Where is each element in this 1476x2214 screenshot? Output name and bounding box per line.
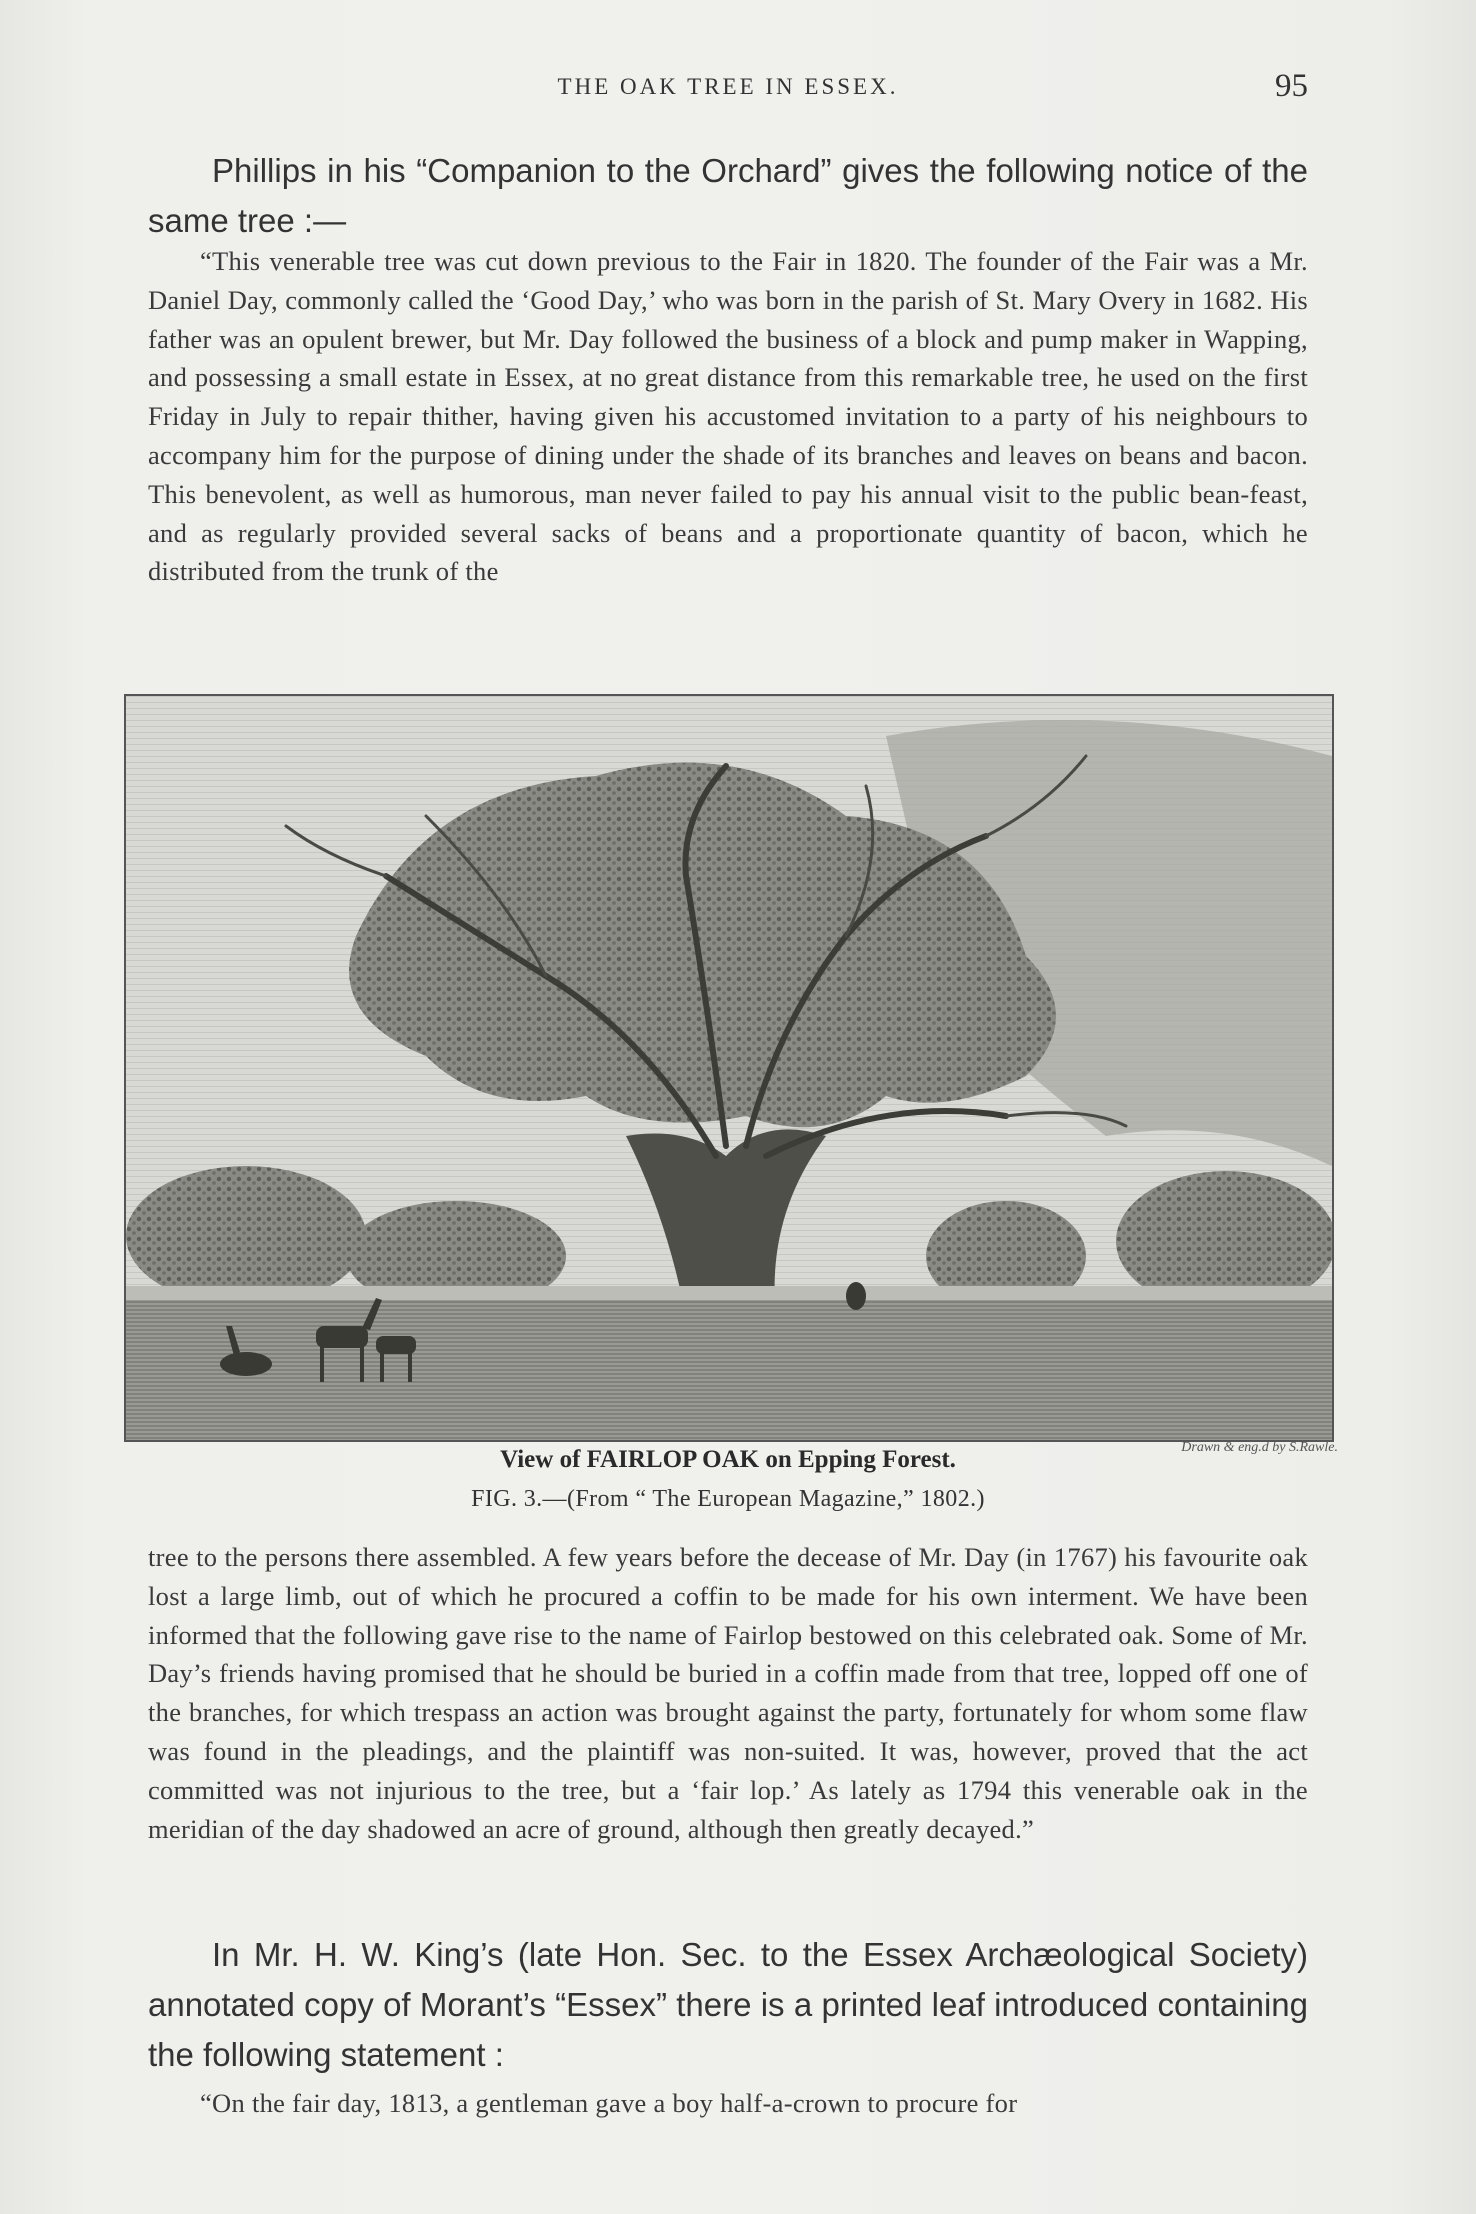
fairlop-oak-engraving — [124, 694, 1334, 1442]
engraving-credit: Drawn & eng.d by S.Rawle. — [1181, 1440, 1338, 1455]
figure-caption: FIG. 3.—(From “ The European Magazine,” 1802.) — [471, 1486, 985, 1512]
engraving-title: View of FAIRLOP OAK on Epping Forest. — [500, 1446, 956, 1473]
quote-paragraph-3: “On the fair day, 1813, a gentleman gave a boy half-a-crown to procure for — [200, 2088, 1018, 2118]
quote-paragraph-2: tree to the persons there assembled. A few years before the decease of Mr. Day (in 1767) his favourite oak lost a large limb, out of which he procured a coffin to be made for his own interment. We have been informed that the following gave rise to the name of Fairlop bestowed on this celebrated oak. Some of Mr. Day’s friends having promised that he should be buried in a coffin made from that tree, lopped off one of the branches, for which trespass an action was brought against the party, fortunately for whom some flaw was found in the pleadings, and the plaintiff was non-suited. It was, however, proved that the act committed was not injurious to the tree, but a ‘fair lop.’ As lately as 1794 this venerable oak in the meridian of the day shadowed an acre of ground, although then greatly decayed.” — [148, 1542, 1308, 1844]
kings-paragraph: In Mr. H. W. King’s (late Hon. Sec. to the Essex Archæological Society) annotated copy of Morant’s “Essex” there is a printed leaf introduced containing the following statement : — [148, 1936, 1308, 2073]
quote-paragraph-1: “This venerable tree was cut down previous to the Fair in 1820. The founder of the Fair was a Mr. Daniel Day, commonly called the ‘Good Day,’ who was born in the parish of St. Mary Overy in 1682. His father was an opulent brewer, but Mr. Day followed the business of a block and pump maker in Wapping, and possessing a small estate in Essex, at no great distance from this remarkable tree, he used on the first Friday in July to repair thither, having given his accustomed invitation to a party of his neighbours to accompany him for the purpose of dining under the shade of its branches and leaves on beans and bacon. This benevolent, as well as humorous, man never failed to pay his annual visit to the public bean-feast, and as regularly provided several sacks of beans and a proportionate quantity of bacon, which he distributed from the trunk of the — [148, 246, 1308, 587]
page-header — [148, 68, 1308, 118]
running-head: THE OAK TREE IN ESSEX. — [557, 74, 899, 99]
page-number: 95 — [1275, 68, 1308, 104]
intro-paragraph: Phillips in his “Companion to the Orchard” gives the following notice of the same tree :— — [148, 152, 1308, 239]
